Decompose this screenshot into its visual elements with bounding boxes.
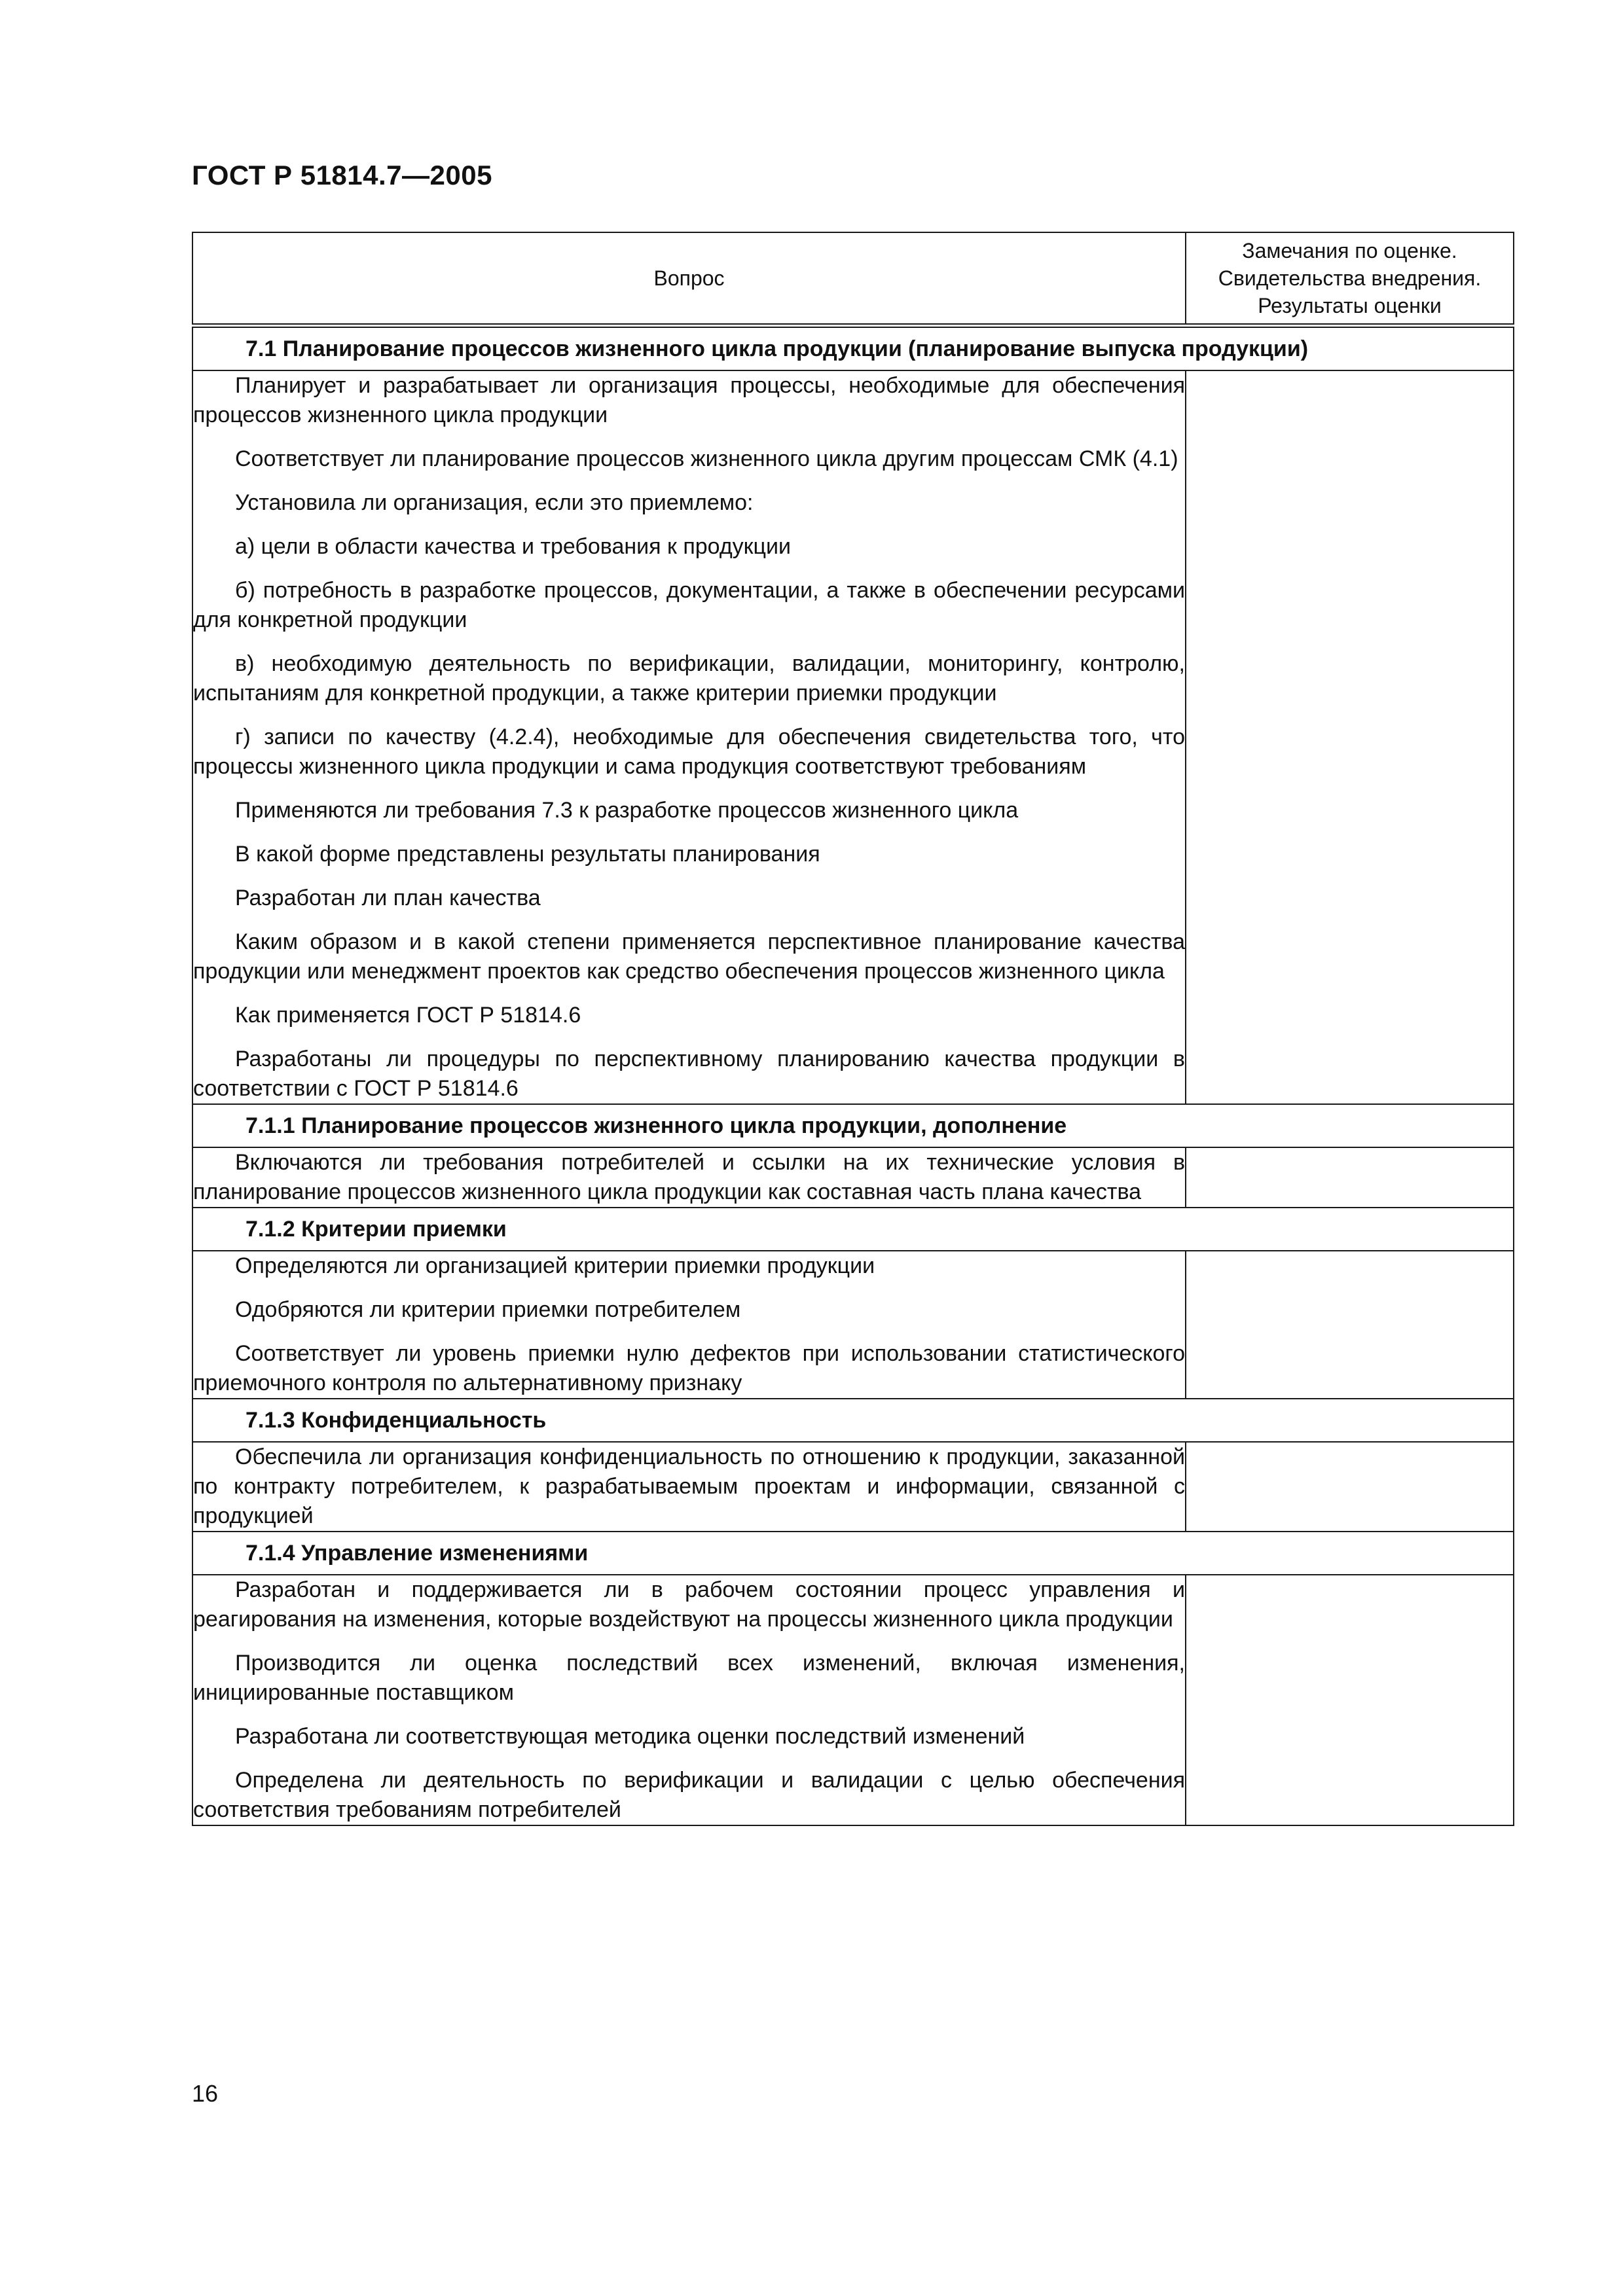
question-cell: [192, 370, 1186, 1104]
table-row: [192, 1251, 1514, 1399]
question-item: Определена ли деятельность по верификации и валидации с целью обеспечения соответствия требованиям потребителей: [193, 1768, 1185, 1822]
table-row: [192, 1575, 1514, 1825]
question-item: Установила ли организация, если это приемлемо:: [235, 490, 754, 515]
section-row: [192, 1532, 1514, 1575]
question-item: б) потребность в разработке процессов, документации, а также в обеспечении ресурсами для конкретной продукции: [193, 578, 1185, 632]
question-item: Определяются ли организацией критерии приемки продукции: [235, 1253, 875, 1278]
question-item: Каким образом и в какой степени применяется перспективное планирование качества продукции или менеджмент проектов как средство обеспечения процессов жизненного цикла: [193, 929, 1185, 984]
section-title: 7.1.2 Критерии приемки: [192, 1208, 1514, 1251]
section-row: [192, 1104, 1514, 1147]
question-cell: [192, 1251, 1186, 1399]
question-item: Разработан ли план качества: [235, 886, 541, 910]
question-item: Как применяется ГОСТ Р 51814.6: [235, 1003, 581, 1028]
question-item: Планирует и разрабатывает ли организация процессы, необходимые для обеспечения процессов жизненного цикла продукции: [193, 373, 1185, 427]
section-row: [192, 1399, 1514, 1442]
notes-cell[interactable]: [1186, 1575, 1514, 1825]
question-cell: [192, 1575, 1186, 1825]
question-item: Применяются ли требования 7.3 к разработке процессов жизненного цикла: [235, 798, 1019, 823]
notes-cell[interactable]: [1186, 1442, 1514, 1532]
column-header-notes: Замечания по оценке. Свидетельства внедрения. Результаты оценки: [1186, 232, 1514, 326]
section-row: [192, 326, 1514, 371]
question-item: В какой форме представлены результаты планирования: [235, 842, 820, 867]
document-code: ГОСТ Р 51814.7—2005: [192, 160, 492, 190]
question-item: Разработана ли соответствующая методика оценки последствий изменений: [235, 1724, 1025, 1749]
question-item: а) цели в области качества и требования к продукции: [235, 534, 791, 559]
section-title: 7.1.3 Конфиденциальность: [192, 1399, 1514, 1442]
table-body: [192, 326, 1514, 1826]
question-item: Соответствует ли уровень приемки нулю дефектов при использовании статистического приемочного контроля по альтернативному признаку: [193, 1341, 1185, 1395]
question-item: Соответствует ли планирование процессов жизненного цикла другим процессам СМК (4.1): [235, 446, 1178, 471]
question-item: г) записи по качеству (4.2.4), необходимые для обеспечения свидетельства того, что процессы жизненного цикла продукции и сама продукция соответствуют требованиям: [193, 725, 1185, 779]
question-cell: [192, 1147, 1186, 1208]
section-title: 7.1 Планирование процессов жизненного цикла продукции (планирование выпуска продукции): [192, 326, 1514, 371]
section-title: 7.1.4 Управление изменениями: [192, 1532, 1514, 1575]
page-number: 16: [192, 2080, 219, 2107]
table-header-row: [192, 232, 1514, 326]
question-item: Обеспечила ли организация конфиденциальность по отношению к продукции, заказанной по контракту потребителем, к разрабатываемым проектам и информации, связанной с продукцией: [193, 1444, 1185, 1528]
question-item: Разработан и поддерживается ли в рабочем состоянии процесс управления и реагирования на изменения, которые воздействуют на процессы жизненного цикла продукции: [193, 1577, 1185, 1632]
question-cell: [192, 1442, 1186, 1532]
table-row: [192, 1442, 1514, 1532]
table-row: [192, 370, 1514, 1104]
notes-cell[interactable]: [1186, 1147, 1514, 1208]
question-item: Производится ли оценка последствий всех изменений, включая изменения, инициированные поставщиком: [193, 1651, 1185, 1705]
column-header-question: Вопрос: [192, 232, 1186, 326]
section-title: 7.1.1 Планирование процессов жизненного цикла продукции, дополнение: [192, 1104, 1514, 1147]
question-item: Одобряются ли критерии приемки потребителем: [235, 1297, 741, 1322]
notes-cell[interactable]: [1186, 1251, 1514, 1399]
checklist-table: [192, 232, 1514, 1826]
question-item: Разработаны ли процедуры по перспективному планированию качества продукции в соответствии с ГОСТ Р 51814.6: [193, 1047, 1185, 1101]
section-row: [192, 1208, 1514, 1251]
notes-cell[interactable]: [1186, 370, 1514, 1104]
question-item: Включаются ли требования потребителей и ссылки на их технические условия в планирование процессов жизненного цикла продукции как составная часть плана качества: [193, 1150, 1185, 1204]
table-row: [192, 1147, 1514, 1208]
question-item: в) необходимую деятельность по верификации, валидации, мониторингу, контролю, испытаниям для конкретной продукции, а также критерии приемки продукции: [193, 651, 1185, 706]
